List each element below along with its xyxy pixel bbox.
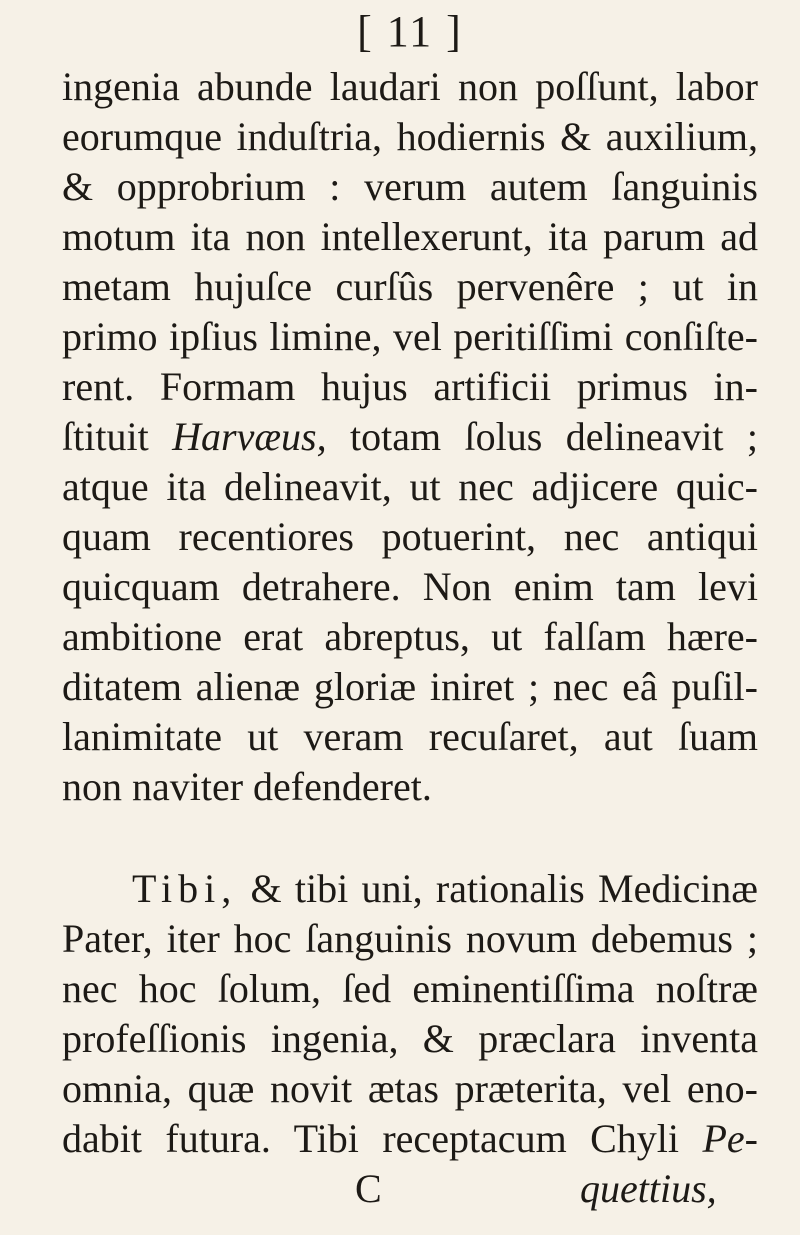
- author-name-harvaeus: Harvæus,: [172, 414, 327, 459]
- catchword: quettius,: [580, 1166, 717, 1211]
- signature-mark: C: [355, 1166, 382, 1211]
- text-line: primo ipſius limine, vel peritiſſimi conſiſte-: [62, 314, 758, 359]
- text-line: atque ita delineavit, ut nec adjicere quic-: [62, 464, 758, 509]
- text-line: ditatem alienæ gloriæ iniret ; nec eâ puſil-: [62, 664, 758, 709]
- text-line: motum ita non intellexerunt, ita parum ad: [62, 214, 758, 259]
- page-number: [ 11 ]: [357, 7, 463, 56]
- text-span: & tibi uni, rationalis Medicinæ: [250, 866, 758, 911]
- text-line: [62, 1114, 758, 1164]
- text-line: lanimitate ut veram recuſaret, aut ſuam: [62, 714, 758, 759]
- text-line: non naviter defenderet.: [62, 764, 432, 809]
- text-line: quicquam detrahere. Non enim tam levi: [62, 564, 758, 609]
- text-line: [132, 864, 758, 914]
- text-line: ingenia abunde laudari non poſſunt, labor: [62, 64, 758, 109]
- text-line: & opprobrium : verum autem ſanguinis: [62, 164, 758, 209]
- text-span: ſtituit: [62, 414, 149, 459]
- text-span-tibi: Tibi,: [132, 866, 238, 911]
- text-line: Pater, iter hoc ſanguinis novum debemus ;: [62, 916, 758, 961]
- text-line: eorumque induſtria, hodiernis & auxilium,: [62, 114, 758, 159]
- text-span: dabit futura. Tibi receptacum Chyli: [62, 1116, 680, 1161]
- text-line: metam hujuſce curſûs pervenêre ; ut in: [62, 264, 758, 309]
- text-line: profeſſionis ingenia, & præclara inventa: [62, 1016, 758, 1061]
- text-span: totam ſolus delineavit ;: [350, 414, 759, 459]
- text-span-italic: Pe-: [702, 1116, 758, 1161]
- text-line: [62, 412, 758, 462]
- text-line: quam recentiores potuerint, nec antiqui: [62, 514, 758, 559]
- text-line: omnia, quæ novit ætas præterita, vel eno-: [62, 1066, 758, 1111]
- text-line: nec hoc ſolum, ſed eminentiſſima noſtræ: [62, 966, 758, 1011]
- text-line: ambitione erat abreptus, ut falſam hære-: [62, 614, 758, 659]
- text-line: rent. Formam hujus artificii primus in-: [62, 364, 758, 409]
